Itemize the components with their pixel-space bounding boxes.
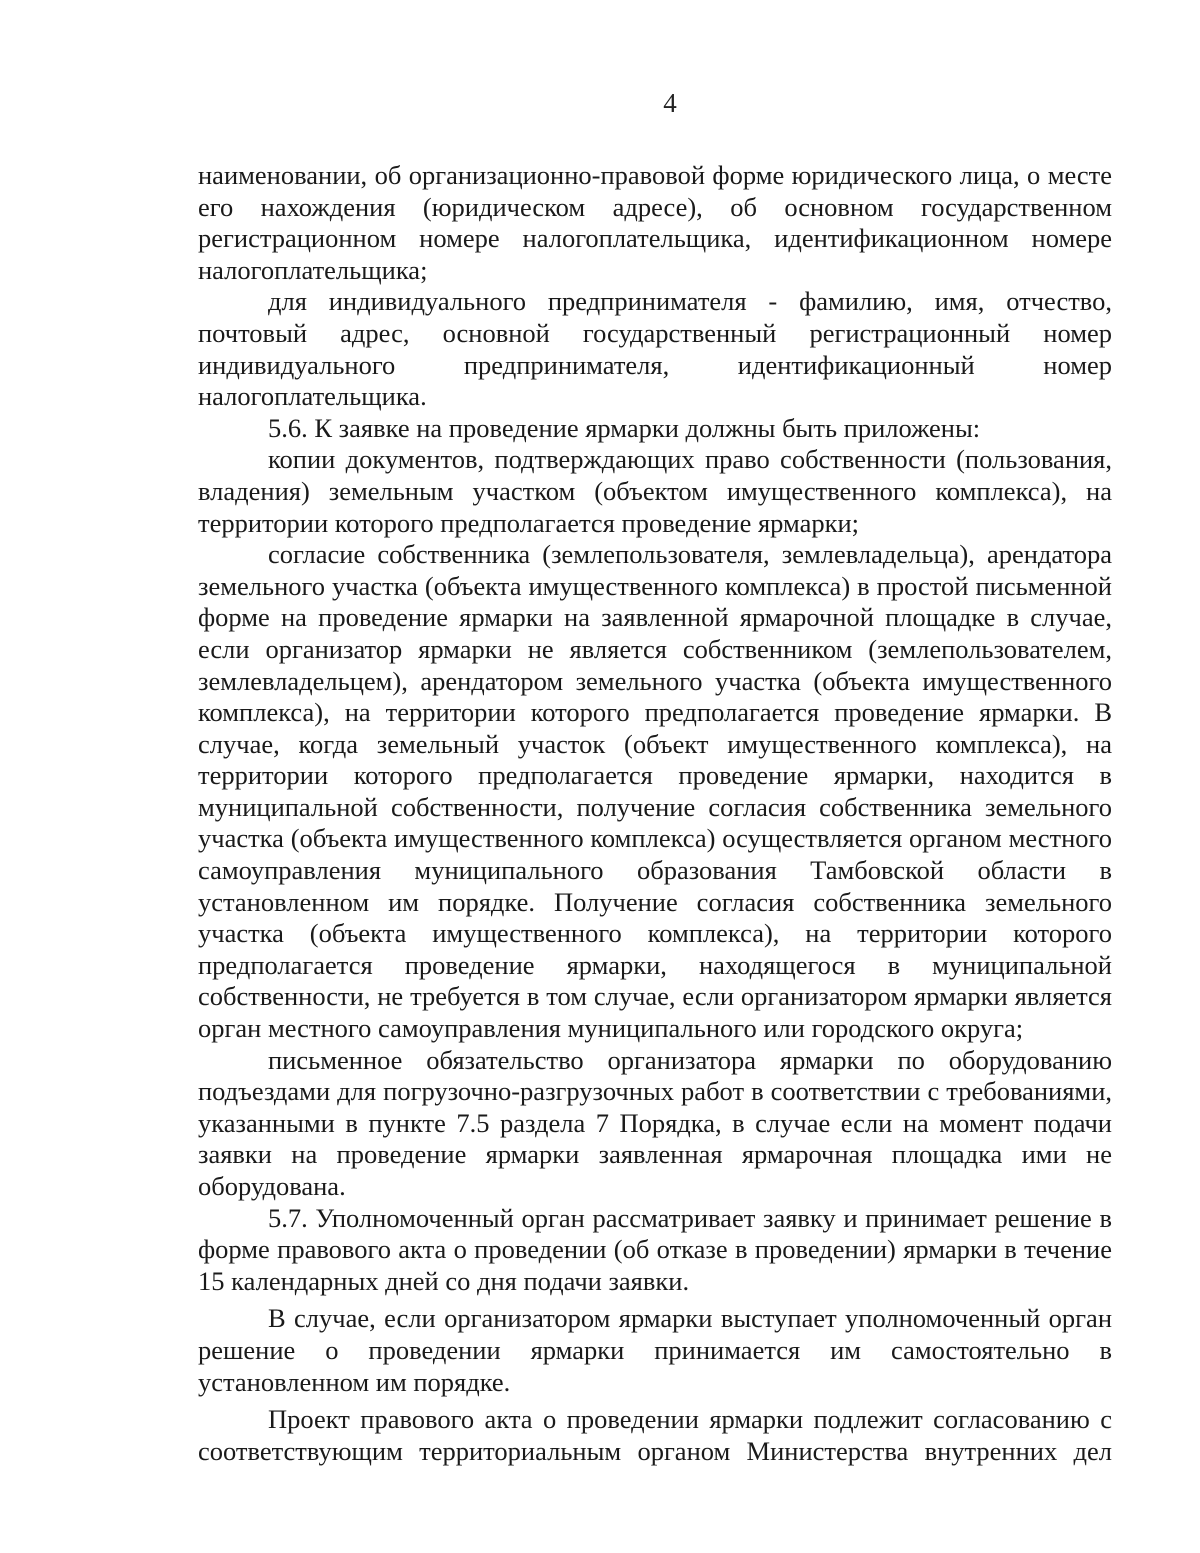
document-body [198, 160, 1112, 1467]
paragraph-legal-entity-continuation: наименовании, об организационно-правовой форме юридического лица, о месте его нахождения (юридическом адресе), об основном государственном регистрационном номере налогоплательщика, идентификационном номере налогоплательщика; [198, 160, 1112, 285]
paragraph-clause-5-6: 5.6. К заявке на проведение ярмарки должны быть приложены: [268, 412, 981, 443]
paragraph-copies-of-documents: копии документов, подтверждающих право собственности (пользования, владения) земельным участком (объектом имущественного комплекса), на территории которого предполагается проведение ярмарки; [198, 444, 1112, 538]
paragraph-draft-act-approval: Проект правового акта о проведении ярмарки подлежит согласованию с соответствующим территориальным органом Министерства внутренних дел [198, 1404, 1112, 1466]
paragraph-written-obligation: письменное обязательство организатора ярмарки по оборудованию подъездами для погрузочно-разгрузочных работ в соответствии с требованиями, указанными в пункте 7.5 раздела 7 Порядка, в случае если на момент подачи заявки на проведение ярмарки заявленная ярмарочная площадка ими не оборудована. [198, 1044, 1112, 1201]
paragraph-authorized-body-case: В случае, если организатором ярмарки выступает уполномоченный орган решение о проведении ярмарки принимается им самостоятельно в установленном им порядке. [198, 1303, 1112, 1397]
paragraph-owner-consent: согласие собственника (землепользователя, землевладельца), арендатора земельного участка (объекта имущественного комплекса) в простой письменной форме на проведение ярмарки на заявленной ярмарочной площадке в случае, если организатор ярмарки не является собственником (землепользователем, землевладельцем), арендатором земельного участка (объекта имущественного комплекса), на территории которого предполагается проведение ярмарки. В случае, когда земельный участок (объект имущественного комплекса), на территории которого предполагается проведение ярмарки, находится в муниципальной собственности, получение согласия собственника земельного участка (объекта имущественного комплекса) осуществляется органом местного самоуправления муниципального образования Тамбовской области в установленном им порядке. Получение согласия собственника земельного участка (объекта имущественного комплекса), на территории которого предполагается проведение ярмарки, находящегося в муниципальной собственности, не требуется в том случае, если организатором ярмарки является орган местного самоуправления муниципального или городского округа; [198, 539, 1112, 1044]
page-number: 4 [663, 88, 677, 118]
paragraph-individual-entrepreneur: для индивидуального предпринимателя - фамилию, имя, отчество, почтовый адрес, основной государственный регистрационный номер индивидуального предпринимателя, идентификационный номер налогоплательщика. [198, 286, 1112, 412]
paragraph-clause-5-7: 5.7. Уполномоченный орган рассматривает заявку и принимает решение в форме правового акта о проведении (об отказе в проведении) ярмарки в течение 15 календарных дней со дня подачи заявки. [198, 1202, 1112, 1296]
